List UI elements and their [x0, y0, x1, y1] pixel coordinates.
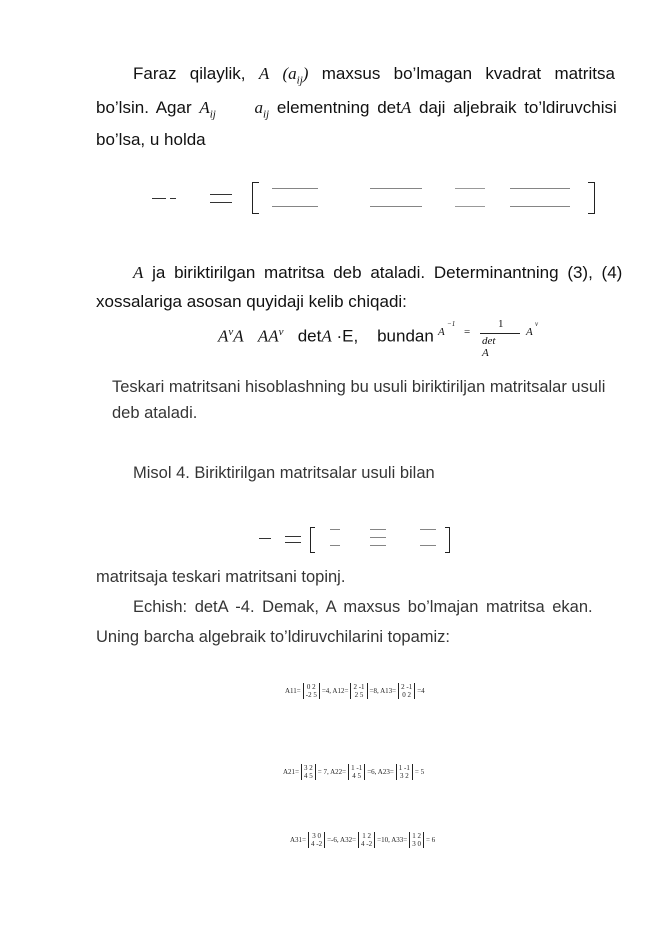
- word: matritsa: [554, 64, 615, 83]
- para3-line1: Teskari matritsani hisoblashning bu usuli biriktiriljan matritsalar usuli: [112, 378, 606, 396]
- cofactor: A11= 0 2 -2 5=4,: [285, 683, 332, 699]
- word: Faraz: [133, 64, 177, 83]
- word: A: [258, 64, 270, 83]
- cofactor: A23= 1 -1 3 2= 5: [377, 764, 425, 780]
- para1-line2: bo’lsin. Agar $A_{ij}$ $a_{ij}$ elementning detA daji aljebraik to’ldiruvchisi: [96, 98, 617, 121]
- adjoint-matrix-formula: [140, 178, 600, 218]
- cofactor: A22= 1 -1 4 5=6,: [330, 764, 377, 780]
- example-matrix: [255, 525, 455, 555]
- solution-line2: Uning barcha algebraik to’ldiruvchilarini topamiz:: [96, 628, 451, 646]
- word: maxsus: [321, 64, 381, 83]
- solution-line1: Echish: detA -4. Demak, A maxsus bo’lmajan matritsa ekan.: [133, 598, 593, 616]
- cofactor: A13= 2 -1 0 2=4: [380, 683, 425, 699]
- word: bo’lmagan: [393, 64, 473, 83]
- para2-line2: xossalariga asosan quyidaji kelib chiqadi:: [96, 292, 407, 311]
- cofactor: A21= 3 2 4 5= 7,: [283, 764, 329, 780]
- cofactor: A32= 1 2 4 -2=10,: [340, 832, 390, 848]
- para2-line1: A ja biriktirilgan matritsa deb ataladi. Determinantning (3), (4): [133, 263, 623, 282]
- cofactor-row-2: [283, 764, 424, 780]
- para1-line1: [133, 64, 615, 90]
- inverse-formula: $A^vA$ $AA^v$ detA ·E, bundan: [218, 326, 434, 346]
- example-heading: Misol 4. Biriktirilgan matritsalar usuli bilan: [133, 464, 435, 482]
- word: qilaylik,: [189, 64, 246, 83]
- cofactor: A12= 2 -1 2 5=8,: [332, 683, 379, 699]
- matrix-notation: $(a_{ij})$: [282, 64, 309, 87]
- cofactor: A31= 3 0 4 -2=-6,: [290, 832, 339, 848]
- cofactor-row-3: [290, 832, 435, 848]
- word: kvadrat: [485, 64, 542, 83]
- para1-line3: bo’lsa, u holda: [96, 130, 206, 149]
- cofactor-row-1: [285, 683, 425, 699]
- cofactor: A33= 1 2 3 0= 6: [391, 832, 436, 848]
- example-after: matritsaja teskari matritsani topinj.: [96, 568, 346, 586]
- para3-line2: deb ataladi.: [112, 404, 198, 422]
